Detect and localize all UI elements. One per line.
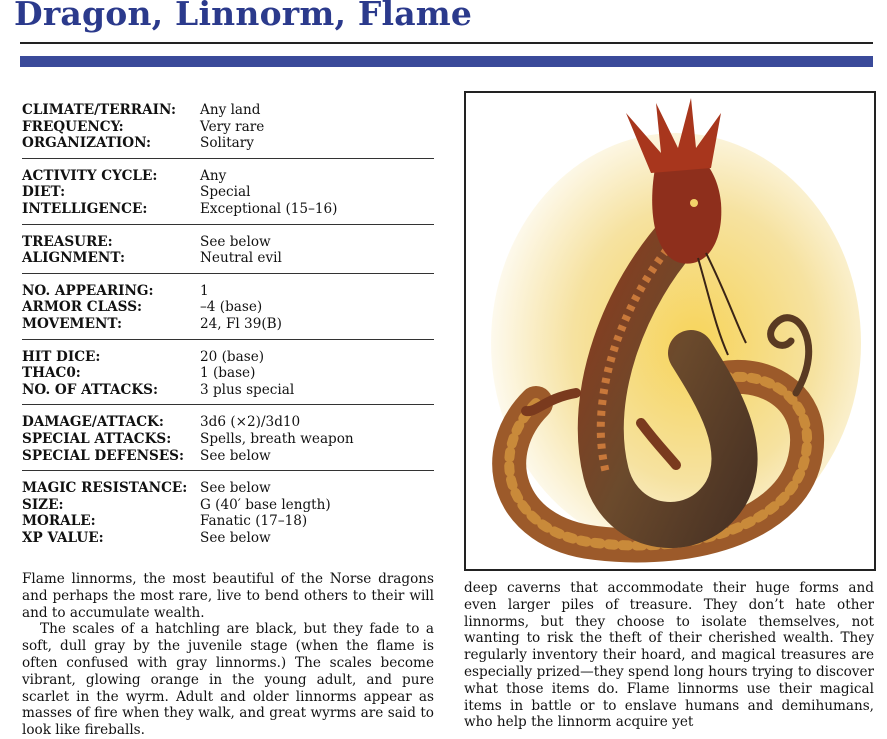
stat-label: XP VALUE: <box>22 529 104 546</box>
stat-row <box>22 234 434 251</box>
body-text-right <box>464 580 874 731</box>
stat-row <box>22 283 434 300</box>
stat-label: SPECIAL ATTACKS: <box>22 430 172 447</box>
stat-value: Any land <box>200 102 261 118</box>
stat-label: DIET: <box>22 184 66 201</box>
stat-value: 24, Fl 39(B) <box>200 315 282 332</box>
stat-value: Spells, breath weapon <box>200 430 354 447</box>
stat-value: 20 (base) <box>200 348 265 365</box>
stat-value: 1 <box>200 282 209 299</box>
stat-value: G (40′ base length) <box>200 496 331 513</box>
stat-row <box>22 497 434 514</box>
stat-group <box>22 102 434 159</box>
stat-label: MOVEMENT: <box>22 315 123 332</box>
stat-label: INTELLIGENCE: <box>22 200 148 217</box>
paragraph-continued: deep caverns that accommodate their huge forms and even larger piles of treasure. They don’t hate other linnorms, but they choose to isolate themselves, not wanting to risk the theft of their cherished wealth. They regularly inventory their hoard, and magical treasures are especially prized—they spend long hours trying to discover what those items do. Flame linnorms use their magical items in battle or to enslave humans and demihumans, who help the linnorm acquire yet <box>464 580 874 731</box>
stat-value: See below <box>200 480 271 497</box>
stat-group <box>22 414 434 471</box>
stat-row <box>22 201 434 218</box>
stat-label: MAGIC RESISTANCE: <box>22 480 188 497</box>
stat-label: NO. OF ATTACKS: <box>22 381 158 398</box>
stat-value: Solitary <box>200 135 254 152</box>
page-title: Dragon, Linnorm, Flame <box>14 0 473 33</box>
stat-value: See below <box>200 529 271 546</box>
stat-row <box>22 448 434 465</box>
stat-row <box>22 299 434 316</box>
stat-label: TREASURE: <box>22 233 113 250</box>
stat-row <box>22 119 434 136</box>
stat-value: See below <box>200 447 271 464</box>
stat-row <box>22 316 434 333</box>
stat-row <box>22 135 434 152</box>
stat-label: SIZE: <box>22 496 64 513</box>
stat-value: 3d6 (×2)/3d10 <box>200 414 301 431</box>
stat-label: FREQUENCY: <box>22 118 124 135</box>
title-banner-bar <box>20 56 873 67</box>
stat-row <box>22 365 434 382</box>
stat-row <box>22 168 434 185</box>
stat-value: –4 (base) <box>200 299 263 316</box>
paragraph-2: The scales of a hatchling are black, but they fade to a soft, dull gray by the juvenile stage (when the flame is often confused with gray linnorms.) The scales become vibrant, glowing orange in the young adult, and pure scarlet in the wyrm. Adult and older linnorms appear as masses of fire when they walk, and great wyrms are said to look like fireballs. <box>22 621 434 739</box>
stat-group <box>22 283 434 340</box>
stat-row <box>22 382 434 399</box>
stat-value: See below <box>200 233 271 250</box>
stat-row <box>22 513 434 530</box>
stat-row <box>22 184 434 201</box>
stat-row <box>22 431 434 448</box>
stat-value: 3 plus special <box>200 381 295 398</box>
stat-block <box>22 102 434 561</box>
stat-group <box>22 168 434 225</box>
body-text-left <box>22 571 434 739</box>
stat-value: Very rare <box>200 118 265 135</box>
stat-label: ORGANIZATION: <box>22 135 152 152</box>
stat-value: Special <box>200 184 251 201</box>
stat-value: Any <box>200 167 227 184</box>
dragon-illustration <box>464 91 876 571</box>
stat-row <box>22 102 434 119</box>
stat-label: ALIGNMENT: <box>22 250 125 267</box>
stat-label: ARMOR CLASS: <box>22 299 143 316</box>
stat-group <box>22 349 434 406</box>
stat-value: Fanatic (17–18) <box>200 513 308 530</box>
stat-label: MORALE: <box>22 513 96 530</box>
stat-value: 1 (base) <box>200 365 256 382</box>
stat-row <box>22 530 434 547</box>
stat-value: Exceptional (15–16) <box>200 200 338 217</box>
stat-row <box>22 250 434 267</box>
stat-label: DAMAGE/ATTACK: <box>22 414 164 431</box>
paragraph-1: Flame linnorms, the most beautiful of the Norse dragons and perhaps the most rare, live to bend others to their will and to accumulate wealth. <box>22 571 434 621</box>
stat-label: HIT DICE: <box>22 348 101 365</box>
title-rule <box>20 42 873 44</box>
stat-label: SPECIAL DEFENSES: <box>22 447 185 464</box>
stat-label: CLIMATE/TERRAIN: <box>22 102 176 118</box>
stat-value: Neutral evil <box>200 250 282 267</box>
stat-group <box>22 480 434 552</box>
stat-label: ACTIVITY CYCLE: <box>22 167 158 184</box>
stat-label: THAC0: <box>22 365 81 382</box>
stat-label: NO. APPEARING: <box>22 282 154 299</box>
stat-group <box>22 234 434 274</box>
stat-row <box>22 414 434 431</box>
stat-row <box>22 349 434 366</box>
stat-row <box>22 480 434 497</box>
